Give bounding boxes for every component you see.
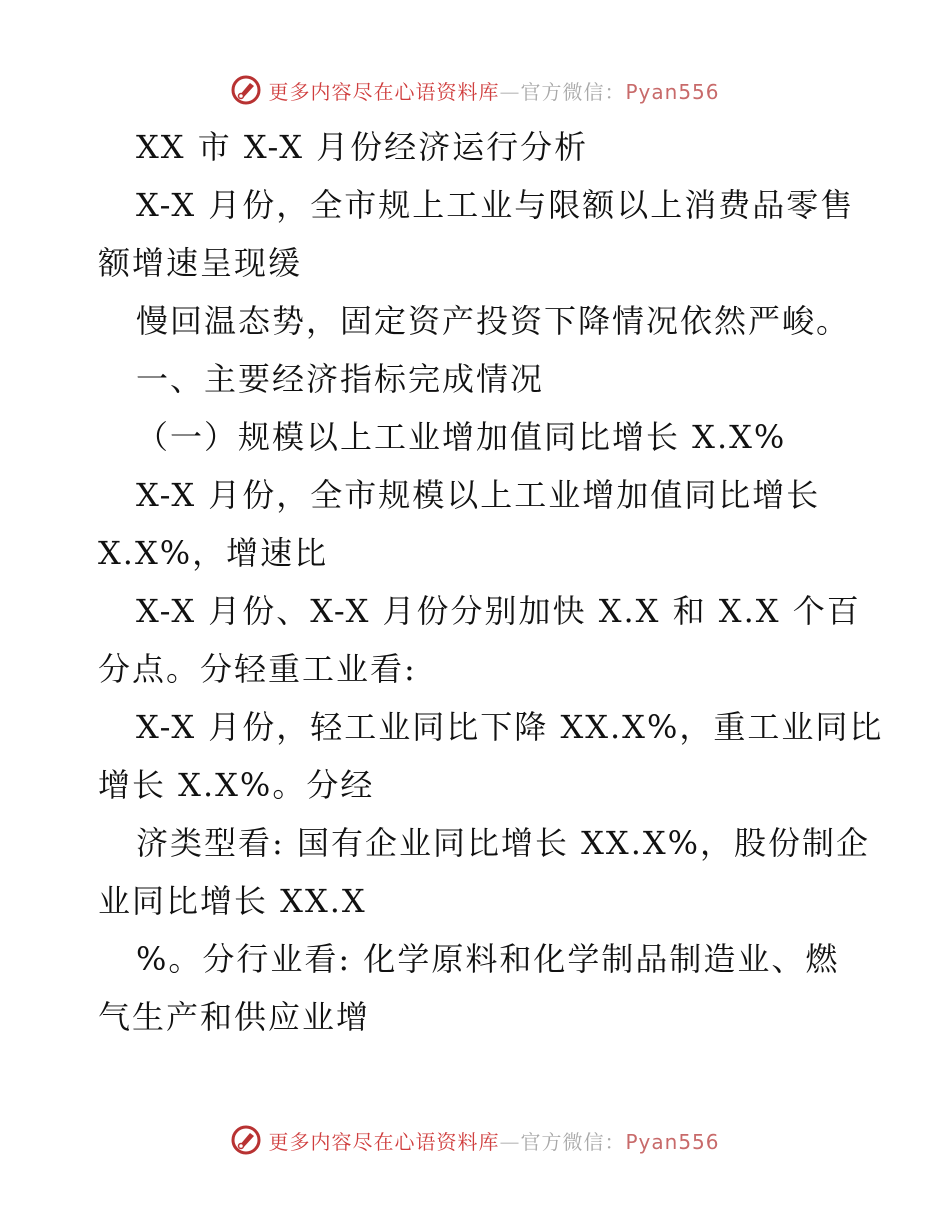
banner-wechat-label: 官方微信：: [520, 1129, 626, 1154]
paragraph-line: X-X 月份，全市规模以上工业增加值同比增长: [136, 476, 821, 514]
header-banner: [0, 70, 950, 110]
paragraph-line: 额增速呈现缓: [98, 244, 303, 282]
paragraph-line: X-X 月份、X-X 月份分别加快 X.X 和 X.X 个百: [136, 592, 861, 630]
footer-banner: [0, 1120, 950, 1160]
document-body: [98, 118, 884, 1046]
banner-wechat-id: Pyan556: [625, 1129, 720, 1154]
paragraph-line: 济类型看: 国有企业同比增长 XX.X%，股份制企: [136, 824, 871, 862]
paragraph-line: 慢回温态势，固定资产投资下降情况依然严峻。: [136, 302, 851, 340]
banner-wechat-id: Pyan556: [625, 79, 720, 104]
paragraph-line: %。分行业看: 化学原料和化学制品制造业、燃: [136, 940, 840, 978]
paragraph-line: 业同比增长 XX.X: [98, 882, 367, 920]
document-title: XX 市 X-X 月份经济运行分析: [136, 128, 589, 166]
paragraph-line: X-X 月份，全市规上工业与限额以上消费品零售: [136, 186, 855, 224]
banner-wechat-label: 官方微信：: [520, 79, 626, 104]
brand-logo-icon: [230, 74, 262, 106]
banner-dash: —: [499, 79, 521, 104]
banner-text: [268, 76, 719, 105]
banner-text: [268, 1126, 719, 1155]
brand-logo-icon: [230, 1124, 262, 1156]
banner-site-text: 更多内容尽在心语资料库: [268, 79, 500, 104]
paragraph-line: 分点。分轻重工业看:: [98, 650, 417, 688]
subsection-heading: （一）规模以上工业增加值同比增长 X.X%: [136, 418, 787, 456]
section-heading: 一、主要经济指标完成情况: [136, 360, 545, 398]
banner-dash: —: [499, 1129, 521, 1154]
paragraph-line: X.X%，增速比: [98, 534, 329, 572]
banner-site-text: 更多内容尽在心语资料库: [268, 1129, 500, 1154]
paragraph-line: 增长 X.X%。分经: [98, 766, 375, 804]
paragraph-line: X-X 月份，轻工业同比下降 XX.X%，重工业同比: [136, 708, 884, 746]
paragraph-line: 气生产和供应业增: [98, 998, 371, 1036]
